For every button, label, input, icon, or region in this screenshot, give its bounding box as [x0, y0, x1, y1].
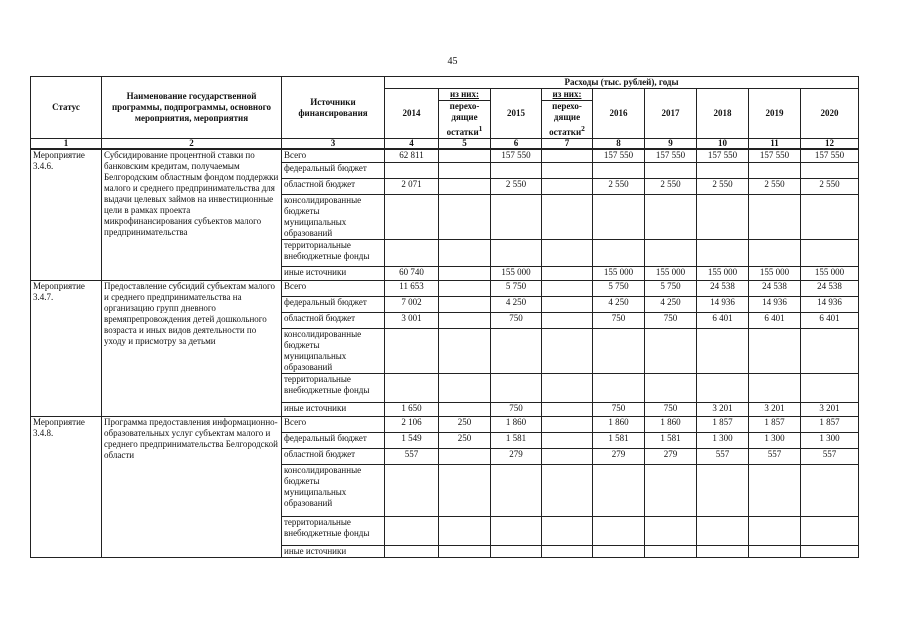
value-cell: 1 581 — [491, 432, 542, 448]
funding-source: областной бюджет — [282, 448, 385, 464]
measure-name: Программа предоставления информационно-образовательных услуг субъектам малого и среднего предпринимательства Белгородской области — [102, 416, 282, 557]
measure-name: Предоставление субсидий субъектам малого и среднего предпринимательства на организацию групп дневного времяпрепровождения детей дошкольного возраста и иных видов деятельности по уходу и присмотру за детьми — [102, 280, 282, 416]
header-year-2020: 2020 — [801, 89, 859, 139]
value-cell — [542, 464, 593, 516]
value-cell: 2 550 — [801, 178, 859, 194]
value-cell: 155 000 — [749, 266, 801, 280]
header-sources: Источники финансирования — [282, 77, 385, 139]
value-cell: 155 000 — [593, 266, 645, 280]
value-cell — [491, 464, 542, 516]
value-cell — [645, 239, 697, 266]
value-cell: 157 550 — [593, 149, 645, 162]
value-cell: 750 — [593, 402, 645, 416]
value-cell — [593, 464, 645, 516]
value-cell — [542, 312, 593, 328]
value-cell: 24 538 — [749, 280, 801, 296]
value-cell — [542, 194, 593, 239]
value-cell: 1 860 — [593, 416, 645, 432]
value-cell — [593, 373, 645, 402]
value-cell — [697, 239, 749, 266]
value-cell: 157 550 — [801, 149, 859, 162]
value-cell — [593, 328, 645, 373]
value-cell — [542, 266, 593, 280]
measure-name: Субсидирование процентной ставки по банковским кредитам, получаемым Белгородским областным фондом поддержки малого и среднего предпринимательства для выдачи целевых займов на инвестиционные цели в рамках проекта микрофинансирования субъектов малого предпринимательства — [102, 149, 282, 280]
value-cell — [439, 402, 491, 416]
value-cell — [439, 328, 491, 373]
value-cell: 557 — [697, 448, 749, 464]
header-year-2015: 2015 — [491, 89, 542, 139]
value-cell: 2 550 — [491, 178, 542, 194]
value-cell — [385, 516, 439, 545]
value-cell: 1 860 — [645, 416, 697, 432]
value-cell: 1 300 — [801, 432, 859, 448]
value-cell: 750 — [645, 402, 697, 416]
value-cell — [491, 545, 542, 557]
value-cell: 250 — [439, 432, 491, 448]
value-cell — [491, 162, 542, 178]
value-cell: 2 071 — [385, 178, 439, 194]
value-cell — [801, 464, 859, 516]
value-cell: 250 — [439, 416, 491, 432]
value-cell: 3 201 — [697, 402, 749, 416]
value-cell: 5 750 — [645, 280, 697, 296]
value-cell — [439, 178, 491, 194]
header-year-2017: 2017 — [645, 89, 697, 139]
value-cell: 3 001 — [385, 312, 439, 328]
value-cell — [697, 162, 749, 178]
value-cell: 5 750 — [491, 280, 542, 296]
funding-source: консолидированные бюджеты муниципальных образований — [282, 194, 385, 239]
value-cell — [385, 239, 439, 266]
value-cell — [542, 373, 593, 402]
value-cell — [697, 194, 749, 239]
header-status: Статус — [31, 77, 102, 139]
header-expenses: Расходы (тыс. рублей), годы — [385, 77, 859, 89]
value-cell: 557 — [801, 448, 859, 464]
value-cell — [542, 239, 593, 266]
value-cell: 1 549 — [385, 432, 439, 448]
value-cell: 1 857 — [801, 416, 859, 432]
expenses-table — [30, 76, 859, 558]
value-cell: 6 401 — [749, 312, 801, 328]
value-cell — [439, 464, 491, 516]
value-cell: 2 550 — [697, 178, 749, 194]
value-cell — [385, 545, 439, 557]
value-cell: 557 — [385, 448, 439, 464]
value-cell — [439, 545, 491, 557]
value-cell: 2 106 — [385, 416, 439, 432]
value-cell — [542, 545, 593, 557]
value-cell: 157 550 — [645, 149, 697, 162]
value-cell: 14 936 — [697, 296, 749, 312]
value-cell — [593, 239, 645, 266]
value-cell — [801, 373, 859, 402]
value-cell — [801, 194, 859, 239]
value-cell — [385, 194, 439, 239]
funding-source: Всего — [282, 149, 385, 162]
value-cell — [439, 149, 491, 162]
value-cell: 1 300 — [697, 432, 749, 448]
value-cell — [491, 328, 542, 373]
value-cell: 1 857 — [749, 416, 801, 432]
value-cell: 4 250 — [593, 296, 645, 312]
value-cell — [439, 312, 491, 328]
funding-source: территориальные внебюджетные фонды — [282, 239, 385, 266]
value-cell: 1 650 — [385, 402, 439, 416]
value-cell: 155 000 — [801, 266, 859, 280]
value-cell: 7 002 — [385, 296, 439, 312]
value-cell — [439, 194, 491, 239]
value-cell: 11 653 — [385, 280, 439, 296]
value-cell — [697, 328, 749, 373]
value-cell: 5 750 — [593, 280, 645, 296]
value-cell — [749, 162, 801, 178]
measure-status: Мероприятие 3.4.7. — [31, 280, 102, 416]
value-cell: 6 401 — [697, 312, 749, 328]
value-cell: 155 000 — [491, 266, 542, 280]
value-cell — [439, 162, 491, 178]
table-row — [31, 416, 859, 432]
value-cell: 750 — [645, 312, 697, 328]
funding-source: областной бюджет — [282, 312, 385, 328]
value-cell — [385, 373, 439, 402]
value-cell: 750 — [491, 402, 542, 416]
value-cell: 14 936 — [749, 296, 801, 312]
funding-source: Всего — [282, 416, 385, 432]
value-cell — [439, 373, 491, 402]
value-cell — [491, 373, 542, 402]
value-cell: 14 936 — [801, 296, 859, 312]
measure-status: Мероприятие 3.4.8. — [31, 416, 102, 557]
value-cell: 1 857 — [697, 416, 749, 432]
value-cell: 1 300 — [749, 432, 801, 448]
value-cell — [542, 280, 593, 296]
table-body — [31, 149, 859, 557]
header-carryover-2014: перехо-дящие остатки$^1$ — [439, 101, 491, 139]
table-row — [31, 149, 859, 162]
funding-source: территориальные внебюджетные фонды — [282, 516, 385, 545]
value-cell: 24 538 — [801, 280, 859, 296]
value-cell — [645, 162, 697, 178]
value-cell — [801, 162, 859, 178]
value-cell — [542, 402, 593, 416]
header-name: Наименование государственной программы, подпрограммы, основного мероприятия, мероприятия — [102, 77, 282, 139]
value-cell: 279 — [491, 448, 542, 464]
funding-source: иные источники — [282, 545, 385, 557]
value-cell: 4 250 — [645, 296, 697, 312]
header-year-2016: 2016 — [593, 89, 645, 139]
value-cell — [542, 416, 593, 432]
value-cell — [801, 516, 859, 545]
value-cell — [385, 464, 439, 516]
value-cell: 3 201 — [749, 402, 801, 416]
value-cell — [645, 516, 697, 545]
funding-source: федеральный бюджет — [282, 296, 385, 312]
funding-source: областной бюджет — [282, 178, 385, 194]
value-cell — [645, 545, 697, 557]
value-cell — [542, 178, 593, 194]
value-cell — [697, 373, 749, 402]
value-cell: 557 — [749, 448, 801, 464]
value-cell: 157 550 — [697, 149, 749, 162]
value-cell — [697, 545, 749, 557]
value-cell — [439, 516, 491, 545]
header-of-them-1: из них: — [439, 89, 491, 101]
value-cell — [593, 194, 645, 239]
value-cell — [645, 194, 697, 239]
page-number: 45 — [447, 56, 458, 67]
value-cell — [697, 516, 749, 545]
funding-source: территориальные внебюджетные фонды — [282, 373, 385, 402]
value-cell: 1 860 — [491, 416, 542, 432]
value-cell: 157 550 — [749, 149, 801, 162]
value-cell: 24 538 — [697, 280, 749, 296]
value-cell — [542, 149, 593, 162]
value-cell — [593, 516, 645, 545]
value-cell: 6 401 — [801, 312, 859, 328]
column-numbers-row: 1 2 3 4 5 6 7 8 9 10 11 12 — [31, 139, 859, 150]
value-cell — [749, 239, 801, 266]
value-cell — [593, 162, 645, 178]
value-cell: 62 811 — [385, 149, 439, 162]
value-cell — [542, 162, 593, 178]
funding-source: иные источники — [282, 402, 385, 416]
measure-status: Мероприятие 3.4.6. — [31, 149, 102, 280]
value-cell — [491, 239, 542, 266]
value-cell — [439, 448, 491, 464]
value-cell: 1 581 — [645, 432, 697, 448]
funding-source: консолидированные бюджеты муниципальных образований — [282, 464, 385, 516]
value-cell — [749, 194, 801, 239]
value-cell — [645, 373, 697, 402]
value-cell — [749, 545, 801, 557]
value-cell: 4 250 — [491, 296, 542, 312]
funding-source: консолидированные бюджеты муниципальных образований — [282, 328, 385, 373]
value-cell — [645, 328, 697, 373]
value-cell — [593, 545, 645, 557]
value-cell — [491, 516, 542, 545]
header-carryover-2015: перехо-дящие остатки$^2$ — [542, 101, 593, 139]
value-cell — [645, 464, 697, 516]
table-row — [31, 280, 859, 296]
value-cell — [697, 464, 749, 516]
value-cell — [542, 516, 593, 545]
value-cell: 2 550 — [645, 178, 697, 194]
value-cell — [542, 296, 593, 312]
header-of-them-2: из них: — [542, 89, 593, 101]
value-cell: 1 581 — [593, 432, 645, 448]
funding-source: Всего — [282, 280, 385, 296]
value-cell — [439, 239, 491, 266]
header-year-2019: 2019 — [749, 89, 801, 139]
value-cell: 3 201 — [801, 402, 859, 416]
header-year-2018: 2018 — [697, 89, 749, 139]
value-cell: 155 000 — [697, 266, 749, 280]
value-cell — [749, 464, 801, 516]
value-cell — [491, 194, 542, 239]
value-cell: 750 — [491, 312, 542, 328]
value-cell — [749, 328, 801, 373]
value-cell — [385, 328, 439, 373]
value-cell — [801, 545, 859, 557]
value-cell: 2 550 — [593, 178, 645, 194]
value-cell — [801, 328, 859, 373]
header-year-2014: 2014 — [385, 89, 439, 139]
value-cell — [801, 239, 859, 266]
value-cell: 155 000 — [645, 266, 697, 280]
funding-source: федеральный бюджет — [282, 432, 385, 448]
value-cell: 2 550 — [749, 178, 801, 194]
value-cell: 157 550 — [491, 149, 542, 162]
value-cell: 279 — [593, 448, 645, 464]
funding-source: федеральный бюджет — [282, 162, 385, 178]
value-cell — [542, 448, 593, 464]
value-cell — [439, 266, 491, 280]
value-cell — [439, 296, 491, 312]
value-cell: 60 740 — [385, 266, 439, 280]
value-cell: 279 — [645, 448, 697, 464]
value-cell: 750 — [593, 312, 645, 328]
funding-source: иные источники — [282, 266, 385, 280]
value-cell — [542, 432, 593, 448]
value-cell — [542, 328, 593, 373]
value-cell — [439, 280, 491, 296]
value-cell — [385, 162, 439, 178]
value-cell — [749, 516, 801, 545]
value-cell — [749, 373, 801, 402]
